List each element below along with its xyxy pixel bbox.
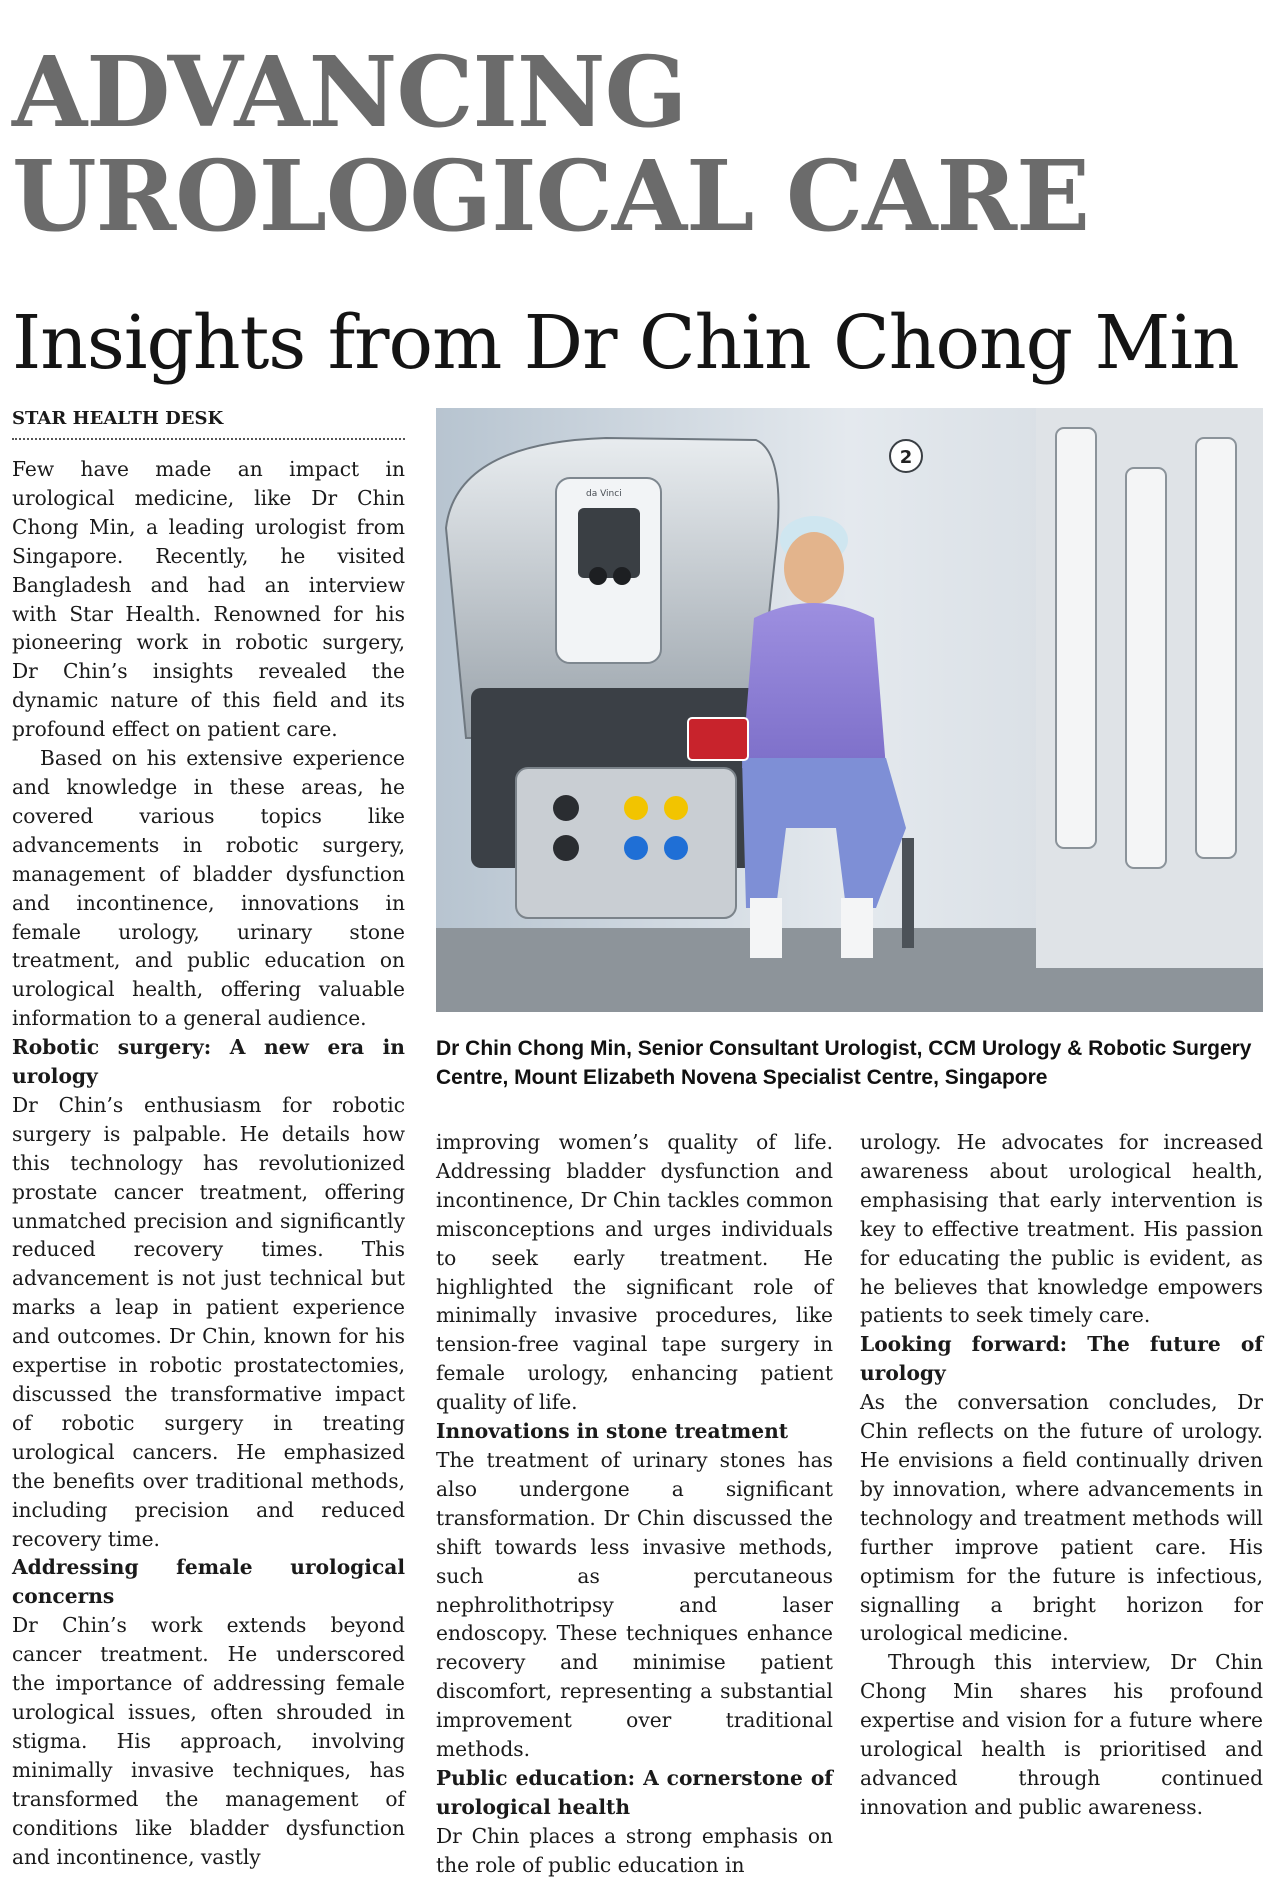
handheld-device <box>688 718 748 760</box>
article-column-3 <box>860 1128 1263 1822</box>
section-heading-robotic-surgery: Robotic surgery: A new era in urology <box>12 1035 405 1089</box>
robot-arm-3 <box>1196 438 1236 858</box>
byline: STAR HEALTH DESK <box>12 406 405 440</box>
shoe-cover-left <box>750 898 782 958</box>
surgeon-scrub-top <box>742 603 886 768</box>
section-heading-stone-treatment: Innovations in stone treatment <box>436 1419 789 1444</box>
robot-arm-2 <box>1126 468 1166 868</box>
intro-paragraph-1: Few have made an impact in urological medicine, like Dr Chin Chong Min, a leading urologist from Singapore. Recently, he visited Bangladesh and had an interview with Star Health. Renowned for his pioneering work in robotic surgery, Dr Chin’s insights revealed the dynamic nature of this field and its profound effect on patient care. <box>12 457 405 742</box>
robot-arm-1 <box>1056 428 1096 848</box>
shoe-cover-right <box>841 898 873 958</box>
intro-paragraph-2: Based on his extensive experience and knowledge in these areas, he covered various topics like advancements in robotic surgery, management of bladder dysfunction and incontinence, innovations in female urology, urinary stone treatment, and public education on urological health, offering valuable information to a general audience. <box>12 746 405 1031</box>
female-urology-paragraph-continued: improving women’s quality of life. Addressing bladder dysfunction and incontinence, Dr Chin tackles common misconceptions and urges individuals to seek early treatment. He highlighted the significant role of minimally invasive procedures, like tension-free vaginal tape surgery in female urology, enhancing patient quality of life. <box>436 1130 833 1415</box>
stool-post <box>902 838 914 948</box>
robotic-surgery-paragraph: Dr Chin’s enthusiasm for robotic surgery is palpable. He details how this technology has revolutionized prostate cancer treatment, offering unmatched precision and significantly reduced recovery times. This advancement is not just technical but marks a leap in patient experience and outcomes. Dr Chin, known for his expertise in robotic prostatectomies, discussed the transformative impact of robotic surgery in treating urological cancers. He emphasized the benefits over traditional methods, including precision and reduced recovery time. <box>12 1092 405 1551</box>
pedal-yellow-2 <box>664 796 688 820</box>
section-heading-future: Looking forward: The future of urology <box>860 1332 1263 1386</box>
headline-line-1: ADVANCING <box>12 35 687 149</box>
pedal-blue-2 <box>664 836 688 860</box>
viewer-screen <box>578 508 640 578</box>
robotic-surgery-photo <box>436 408 1263 1012</box>
pedal-black-2 <box>553 835 579 861</box>
headline <box>12 35 1262 253</box>
public-education-paragraph-start: Dr Chin places a strong emphasis on the role of public education in <box>436 1823 833 1877</box>
section-heading-female-urology: Addressing female urological concerns <box>12 1555 405 1609</box>
article-column-1 <box>12 455 405 1871</box>
viewer-eyepiece-left <box>589 567 607 585</box>
public-education-paragraph-continued: urology. He advocates for increased awareness about urological health, emphasising that early intervention is key to effective treatment. His passion for educating the public is evident, as he believes that knowledge empowers patients to seek timely care. <box>860 1130 1263 1328</box>
pedal-black-1 <box>553 795 579 821</box>
pedal-blue-1 <box>624 836 648 860</box>
photo-caption: Dr Chin Chong Min, Senior Consultant Urologist, CCM Urology & Robotic Surgery Centre, Mount Elizabeth Novena Specialist Centre, Singapore <box>436 1037 1252 1089</box>
female-urology-paragraph-start: Dr Chin’s work extends beyond cancer treatment. He underscored the importance of addressing female urological issues, often shrouded in stigma. His approach, involving minimally invasive techniques, has transformed the management of conditions like bladder dysfunction and incontinence, vastly <box>12 1613 405 1869</box>
subheadline: Insights from Dr Chin Chong Min <box>12 300 1239 386</box>
article-column-2 <box>436 1128 833 1880</box>
surgeon-face <box>784 532 844 604</box>
stone-treatment-paragraph: The treatment of urinary stones has also undergone a significant transformation. Dr Chin discussed the shift towards less invasive methods, such as percutaneous nephrolithotripsy and laser endoscopy. These techniques enhance recovery and minimise patient discomfort, representing a substantial improvement over traditional methods. <box>436 1447 833 1762</box>
viewer-eyepiece-right <box>613 567 631 585</box>
future-paragraph: As the conversation concludes, Dr Chin reflects on the future of urology. He envisions a field continually driven by innovation, where advancements in technology and treatment methods will further improve patient care. His optimism for the future is infectious, signalling a bright horizon for urological medicine. <box>860 1390 1263 1646</box>
section-heading-public-education: Public education: A cornerstone of urological health <box>436 1765 833 1819</box>
pedal-yellow-1 <box>624 796 648 820</box>
console-brand-label: da Vinci <box>586 489 622 499</box>
article-photo <box>436 408 1263 1012</box>
closing-paragraph: Through this interview, Dr Chin Chong Min shares his profound expertise and vision for a future where urological health is prioritised and advanced through continued innovation and public awareness. <box>860 1650 1263 1819</box>
arm-number-label: 2 <box>899 447 913 468</box>
headline-line-2: UROLOGICAL CARE <box>12 139 1090 253</box>
